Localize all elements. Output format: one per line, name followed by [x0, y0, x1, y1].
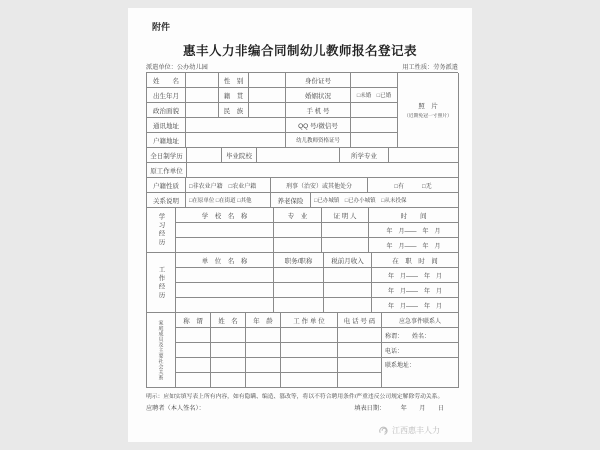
blank-cell	[338, 328, 382, 343]
blank-cell	[246, 358, 281, 373]
basic-info-block	[147, 73, 458, 148]
field-label-pension: 养老保险	[271, 193, 311, 208]
family-section	[147, 313, 458, 388]
blank-cell	[176, 298, 274, 313]
field-label-ethnic: 民 族	[219, 103, 249, 118]
time-range-cell: 年 月—— 年 月	[369, 238, 459, 253]
form-title: 惠丰人力非编合同制幼儿教师报名登记表	[182, 44, 417, 58]
work-header-position: 职务/职称	[274, 253, 324, 268]
blank-cell	[324, 298, 372, 313]
table-row	[176, 313, 382, 328]
blank-cell	[246, 373, 281, 388]
field-label-hukou-type: 户籍性质	[147, 178, 186, 193]
table-row	[147, 193, 458, 208]
time-range-cell: 年 月—— 年 月	[372, 283, 459, 298]
study-header-time: 时 间	[369, 208, 459, 223]
table-row	[176, 328, 382, 343]
blank-cell	[176, 343, 211, 358]
watermark-text: 江西惠丰人力	[392, 426, 440, 435]
table-row	[147, 178, 458, 193]
notice-text: 明示：应如实填写表上所有内容，如有隐瞒、编造、篡改等，将以不符合聘用条件/严重违反公司规定解除劳动关系。	[146, 394, 444, 400]
field-label-hukou-address: 户籍地址	[147, 133, 186, 148]
blank-cell	[274, 268, 324, 283]
field-label-qq-wechat: QQ 号/微信号	[286, 118, 351, 133]
blank-cell	[249, 88, 286, 103]
field-label-teacher-cert: 幼儿教师资格证号	[286, 133, 351, 148]
section-label-family: 家庭成员及主要社会关系	[147, 313, 176, 388]
study-header-reference: 证 明 人	[322, 208, 369, 223]
blank-cell	[351, 103, 398, 118]
marital-checkbox-options: □未婚 □已婚	[351, 88, 398, 103]
blank-cell	[322, 238, 369, 253]
table-row	[147, 163, 458, 178]
blank-cell	[186, 103, 219, 118]
logo-icon	[378, 425, 389, 436]
field-label-criminal: 刑事（治安）或其他处分	[271, 178, 368, 193]
blank-cell	[338, 343, 382, 358]
pension-checkbox-options: □已办城镇 □已办小城镇 □从未投保	[311, 193, 459, 208]
blank-cell	[281, 343, 338, 358]
dispatch-unit-label: 派遣单位：公办幼儿园	[146, 64, 208, 71]
family-header-relation: 称 谓	[176, 313, 211, 328]
blank-cell	[324, 283, 372, 298]
table-row	[147, 133, 398, 148]
section-label-study: 学习经历	[147, 208, 176, 253]
table-row	[176, 253, 459, 268]
blank-cell	[187, 163, 459, 178]
fill-date-label: 填表日期： 年 月 日	[354, 405, 444, 412]
blank-cell	[176, 268, 274, 283]
table-row	[147, 73, 398, 88]
blank-cell	[281, 373, 338, 388]
applicant-signature-label: 应聘者（本人签名）：	[146, 405, 205, 412]
field-label-political: 政治面貌	[147, 103, 186, 118]
photo-note: （近期免冠一寸照片）	[404, 114, 452, 119]
table-row	[176, 358, 382, 373]
registration-table	[146, 72, 458, 388]
blank-cell	[281, 328, 338, 343]
field-label-mailing-address: 通讯地址	[147, 118, 186, 133]
table-row	[176, 343, 382, 358]
blank-cell	[176, 223, 274, 238]
blank-cell	[176, 358, 211, 373]
field-label-native-place: 籍 贯	[219, 88, 249, 103]
time-range-cell: 年 月—— 年 月	[369, 223, 459, 238]
emergency-relation-name-cell: 称谓： 姓名：	[382, 328, 459, 343]
family-header-phone: 电 话 号 码	[338, 313, 382, 328]
field-label-id-number: 身份证号	[286, 73, 351, 88]
work-section	[147, 253, 458, 313]
time-range-cell: 年 月—— 年 月	[372, 298, 459, 313]
section-label-work: 工作经历	[147, 253, 176, 313]
table-row	[176, 283, 459, 298]
family-header-emergency: 应急事件联系人	[382, 313, 459, 328]
blank-cell	[274, 298, 324, 313]
blank-cell	[211, 343, 246, 358]
family-header-age: 年 龄	[246, 313, 281, 328]
blank-cell	[351, 73, 398, 88]
family-header-name: 姓 名	[211, 313, 246, 328]
table-row	[176, 298, 459, 313]
blank-cell	[257, 148, 340, 163]
criminal-checkbox-options: □有 □无	[368, 178, 459, 193]
blank-cell	[246, 343, 281, 358]
table-row	[176, 373, 382, 388]
blank-cell	[176, 238, 274, 253]
table-row	[147, 88, 398, 103]
blank-cell	[176, 283, 274, 298]
document-page	[128, 8, 472, 442]
field-label-marital: 婚姻状况	[286, 88, 351, 103]
field-label-name: 姓 名	[147, 73, 186, 88]
blank-cell	[176, 328, 211, 343]
brand-watermark	[378, 425, 440, 436]
study-section	[147, 208, 458, 253]
blank-cell	[211, 373, 246, 388]
blank-cell	[186, 133, 286, 148]
study-header-major: 专 业	[274, 208, 322, 223]
blank-cell	[249, 103, 286, 118]
field-label-relation-note: 关系说明	[147, 193, 186, 208]
employment-nature-label: 用工性质：劳务派遣	[402, 64, 458, 71]
form-meta	[146, 62, 458, 71]
blank-cell	[281, 358, 338, 373]
study-header-school: 学 校 名 称	[176, 208, 274, 223]
table-row	[176, 223, 459, 238]
blank-cell	[187, 148, 222, 163]
field-label-major: 所学专业	[340, 148, 389, 163]
blank-cell	[351, 118, 398, 133]
blank-cell	[389, 148, 459, 163]
family-header-unit: 工 作 单 位	[281, 313, 338, 328]
table-row	[147, 103, 398, 118]
table-row	[176, 238, 459, 253]
hukou-checkbox-options: □非农业户籍 □农业户籍	[186, 178, 271, 193]
table-row	[147, 118, 398, 133]
blank-cell	[274, 223, 322, 238]
field-label-gender: 性 别	[219, 73, 249, 88]
blank-cell	[186, 118, 286, 133]
blank-cell	[211, 328, 246, 343]
field-label-former-unit: 原工作单位	[147, 163, 187, 178]
blank-cell	[186, 88, 219, 103]
blank-cell	[324, 268, 372, 283]
blank-cell	[249, 73, 286, 88]
emergency-phone-cell: 电话：	[382, 343, 459, 358]
blank-cell	[338, 358, 382, 373]
photo-placeholder	[398, 73, 459, 148]
blank-cell	[176, 373, 211, 388]
work-header-income: 税前月收入	[324, 253, 372, 268]
emergency-address-cell: 联系地址：	[382, 358, 459, 388]
photo-label: 照 片	[418, 103, 438, 110]
field-label-mobile: 手 机 号	[286, 103, 351, 118]
table-row	[147, 148, 458, 163]
relation-checkbox-options: □在原单位 □在街道 □其他	[186, 193, 271, 208]
work-header-unit: 单 位 名 称	[176, 253, 274, 268]
field-label-birth: 出生年月	[147, 88, 186, 103]
blank-cell	[351, 133, 398, 148]
blank-cell	[211, 358, 246, 373]
field-label-education: 全日制学历	[147, 148, 187, 163]
blank-cell	[186, 73, 219, 88]
blank-cell	[338, 373, 382, 388]
table-row	[176, 208, 459, 223]
field-label-school: 毕业院校	[222, 148, 257, 163]
blank-cell	[274, 283, 324, 298]
table-row	[176, 268, 459, 283]
blank-cell	[322, 223, 369, 238]
blank-cell	[274, 238, 322, 253]
blank-cell	[246, 328, 281, 343]
work-header-time: 在 职 时 间	[372, 253, 459, 268]
attachment-label: 附件	[152, 22, 171, 32]
time-range-cell: 年 月—— 年 月	[372, 268, 459, 283]
signature-row	[146, 403, 458, 412]
